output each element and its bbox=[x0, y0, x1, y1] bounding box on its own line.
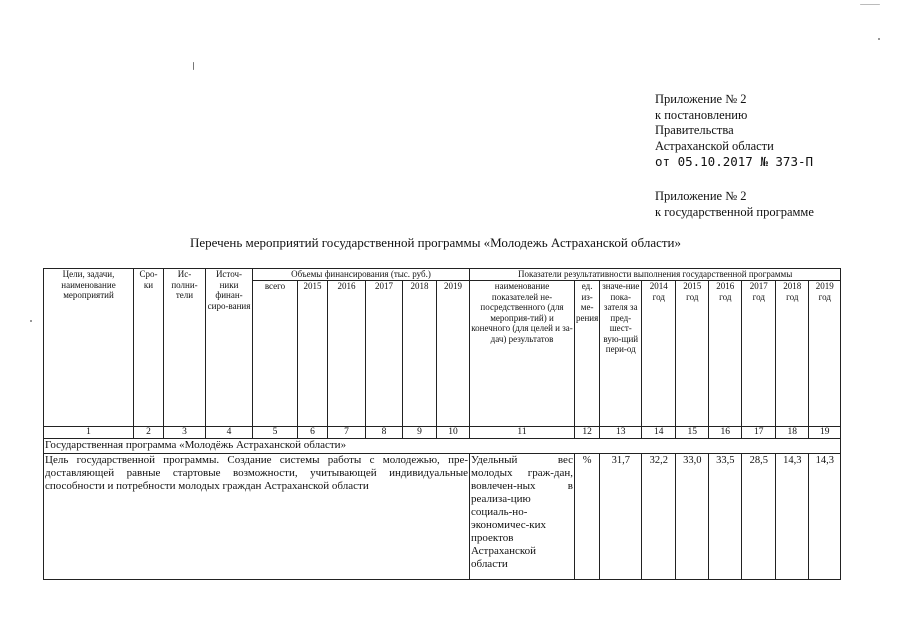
annex-line: Приложение № 2 bbox=[655, 92, 747, 106]
header-terms: Сро-ки bbox=[134, 269, 164, 427]
col-number: 18 bbox=[776, 427, 809, 439]
header-indicator-name: наименование показателей не-посредственного (для мероприя-тий) и конечного (для целей и за-дач) результатов bbox=[470, 281, 575, 427]
col-number: 16 bbox=[709, 427, 742, 439]
measures-table bbox=[43, 268, 841, 580]
col-number: 19 bbox=[809, 427, 841, 439]
column-numbers-row bbox=[44, 427, 841, 439]
col-number: 12 bbox=[575, 427, 600, 439]
header-year-ind: 2015 год bbox=[676, 281, 709, 427]
header-year-ind: 2014 год bbox=[642, 281, 676, 427]
col-number: 3 bbox=[164, 427, 206, 439]
indicator-value: 28,5 bbox=[742, 454, 776, 580]
goal-text: Цель государственной программы. Создание системы работы с молодежью, пре-доставляющей равные стартовые возможности, учитывающей индивидуальные способности и потребности молодых граждан Астраханской области bbox=[44, 454, 470, 580]
col-number: 2 bbox=[134, 427, 164, 439]
scan-speck bbox=[193, 62, 194, 70]
annex2-line: к государственной программе bbox=[655, 204, 814, 219]
header-executors: Ис-полни-тели bbox=[164, 269, 206, 427]
header-year: 2016 bbox=[328, 281, 366, 427]
header-financing: Объемы финансирования (тыс. руб.) bbox=[253, 269, 470, 281]
col-number: 13 bbox=[600, 427, 642, 439]
header-total: всего bbox=[253, 281, 298, 427]
col-number: 11 bbox=[470, 427, 575, 439]
col-number: 8 bbox=[366, 427, 403, 439]
indicator-name: Удельный вес молодых граж-дан, вовлечен-ных в реализа-цию социаль-но-экономичес-ких проектов Астраханской области bbox=[470, 454, 575, 580]
program-row: Государственная программа «Молодёжь Астраханской области» bbox=[44, 439, 841, 454]
col-number: 5 bbox=[253, 427, 298, 439]
header-goals: Цели, задачи, наименование мероприятий bbox=[44, 269, 134, 427]
col-number: 6 bbox=[298, 427, 328, 439]
scan-speck bbox=[878, 38, 880, 40]
annex-line: Правительства bbox=[655, 123, 734, 137]
col-number: 9 bbox=[403, 427, 437, 439]
indicator-prev: 31,7 bbox=[600, 454, 642, 580]
annex-line: Астраханской области bbox=[655, 138, 774, 153]
indicator-value: 32,2 bbox=[642, 454, 676, 580]
col-number: 7 bbox=[328, 427, 366, 439]
indicator-value: 33,0 bbox=[676, 454, 709, 580]
header-year: 2015 bbox=[298, 281, 328, 427]
annex2-block bbox=[655, 189, 814, 220]
col-number: 15 bbox=[676, 427, 709, 439]
indicator-value: 14,3 bbox=[809, 454, 841, 580]
header-prev-value: значе-ние пока-зателя за пред-шест-вую-щий пери-од bbox=[600, 281, 642, 427]
goal-row bbox=[44, 454, 841, 580]
indicator-value: 33,5 bbox=[709, 454, 742, 580]
header-sources: Источ-ники финан-сиро-вания bbox=[206, 269, 253, 427]
col-number: 4 bbox=[206, 427, 253, 439]
col-number: 14 bbox=[642, 427, 676, 439]
header-year-ind: 2018 год bbox=[776, 281, 809, 427]
header-year: 2019 bbox=[437, 281, 470, 427]
header-year-ind: 2016 год bbox=[709, 281, 742, 427]
annex-block bbox=[655, 92, 813, 170]
header-unit: ед. из-ме-рения bbox=[575, 281, 600, 427]
col-number: 17 bbox=[742, 427, 776, 439]
header-year: 2017 bbox=[366, 281, 403, 427]
scan-speck bbox=[860, 4, 880, 5]
col-number: 10 bbox=[437, 427, 470, 439]
annex2-line: Приложение № 2 bbox=[655, 189, 747, 203]
indicator-value: 14,3 bbox=[776, 454, 809, 580]
header-year: 2018 bbox=[403, 281, 437, 427]
annex-line: к постановлению bbox=[655, 107, 748, 122]
annex-date: от 05.10.2017 № 373-П bbox=[655, 154, 814, 169]
scan-speck bbox=[30, 320, 32, 322]
indicator-unit: % bbox=[575, 454, 600, 580]
header-year-ind: 2019 год bbox=[809, 281, 841, 427]
document-title: Перечень мероприятий государственной программы «Молодежь Астраханской области» bbox=[190, 235, 681, 250]
col-number: 1 bbox=[44, 427, 134, 439]
header-year-ind: 2017 год bbox=[742, 281, 776, 427]
header-indicators: Показатели результативности выполнения государственной программы bbox=[470, 269, 841, 281]
